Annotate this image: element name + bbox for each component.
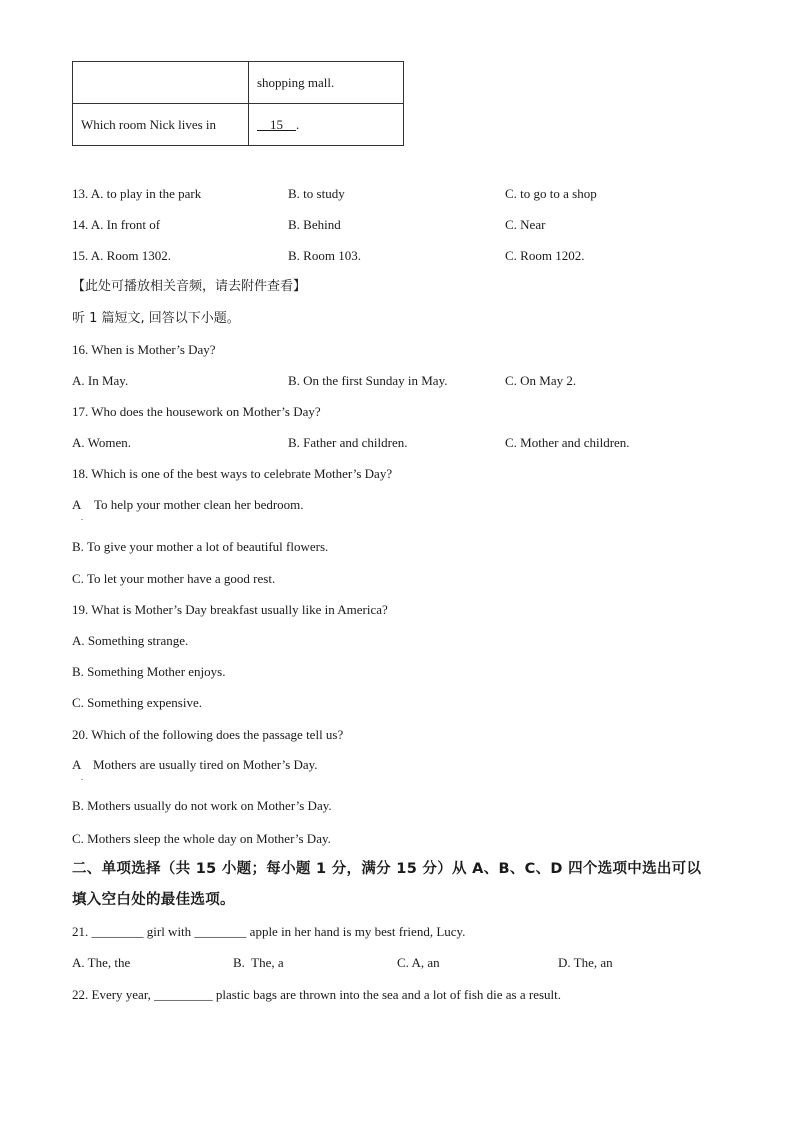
q19-option-c: C. Something expensive.	[72, 695, 202, 710]
q16-stem: 16. When is Mother’s Day?	[72, 342, 216, 357]
q21-blank-2: ________	[194, 924, 247, 939]
q22-blank: _________	[154, 987, 213, 1002]
q20-stem: 20. Which of the following does the passage tell us?	[72, 727, 344, 742]
period: .	[296, 116, 300, 132]
q18-option-a-letter: A	[72, 497, 82, 512]
q21-number: 21.	[72, 924, 92, 939]
table-cell	[73, 62, 249, 104]
q21-text-end: apple in her hand is my best friend, Lucy.	[246, 924, 466, 939]
q19-option-a: A. Something strange.	[72, 633, 189, 648]
q19-stem: 19. What is Mother’s Day breakfast usually like in America?	[72, 602, 388, 617]
q21-option-d: D. The, an	[558, 955, 613, 970]
q21-blank-1: ________	[91, 924, 144, 939]
q17-option-b: B. Father and children.	[288, 435, 408, 450]
q20-option-b: B. Mothers usually do not work on Mother’s Day.	[72, 798, 332, 813]
q18-option-c: C. To let your mother have a good rest.	[72, 571, 276, 586]
q18-option-b: B. To give your mother a lot of beautiful flowers.	[72, 539, 329, 554]
q17-stem: 17. Who does the housework on Mother’s Day?	[72, 404, 321, 419]
q21-stem	[72, 924, 465, 940]
section-2-heading-line1: 二、单项选择（共 15 小题；每小题 1 分，满分 15 分）从 A、B、C、D 四个选项中选出可以	[72, 861, 702, 877]
q22-stem	[72, 987, 561, 1003]
option-dot: .	[81, 773, 83, 782]
q15-option-c: C. Room 1202.	[505, 248, 585, 263]
option-dot: .	[81, 513, 83, 522]
q15-option-a: 15. A. Room 1302.	[72, 248, 171, 263]
q22-text-end: plastic bags are thrown into the sea and a lot of fish die as a result.	[212, 987, 562, 1002]
q13-option-c: C. to go to a shop	[505, 186, 597, 201]
q19-option-b: B. Something Mother enjoys.	[72, 664, 226, 679]
q13-option-b: B. to study	[288, 186, 345, 201]
q16-option-b: B. On the first Sunday in May.	[288, 373, 448, 388]
q16-option-a: A. In May.	[72, 373, 129, 388]
q20-option-c: C. Mothers sleep the whole day on Mother’s Day.	[72, 831, 331, 846]
table-cell: Which room Nick lives in	[73, 104, 249, 146]
q14-option-c: C. Near	[505, 217, 546, 232]
table-cell: shopping mall.	[249, 62, 404, 104]
q21-option-b: B. The, a	[233, 955, 284, 970]
listen-instruction: 听 1 篇短文, 回答以下小题。	[72, 311, 240, 326]
q21-option-c: C. A, an	[397, 955, 440, 970]
q15-option-b: B. Room 103.	[288, 248, 361, 263]
q17-option-a: A. Women.	[72, 435, 132, 450]
q18-option-a: To help your mother clean her bedroom.	[94, 497, 304, 512]
answer-blank-15: 15	[257, 116, 296, 132]
q14-option-b: B. Behind	[288, 217, 341, 232]
answer-table	[72, 61, 404, 146]
q14-option-a: 14. A. In front of	[72, 217, 161, 232]
audio-note: 【此处可播放相关音频，请去附件查看】	[72, 279, 307, 294]
q16-option-c: C. On May 2.	[505, 373, 577, 388]
q17-option-c: C. Mother and children.	[505, 435, 630, 450]
q20-option-a-letter: A	[72, 757, 82, 772]
q18-stem: 18. Which is one of the best ways to celebrate Mother’s Day?	[72, 466, 393, 481]
table-row	[73, 62, 404, 104]
table-row	[73, 104, 404, 146]
table-cell	[249, 104, 404, 146]
q21-option-a: A. The, the	[72, 955, 131, 970]
q20-option-a: Mothers are usually tired on Mother’s Day.	[93, 757, 318, 772]
section-2-heading-line2: 填入空白处的最佳选项。	[72, 892, 235, 908]
q13-option-a: 13. A. to play in the park	[72, 186, 202, 201]
q21-text-mid: girl with	[143, 924, 195, 939]
q22-text-start: 22. Every year,	[72, 987, 155, 1002]
